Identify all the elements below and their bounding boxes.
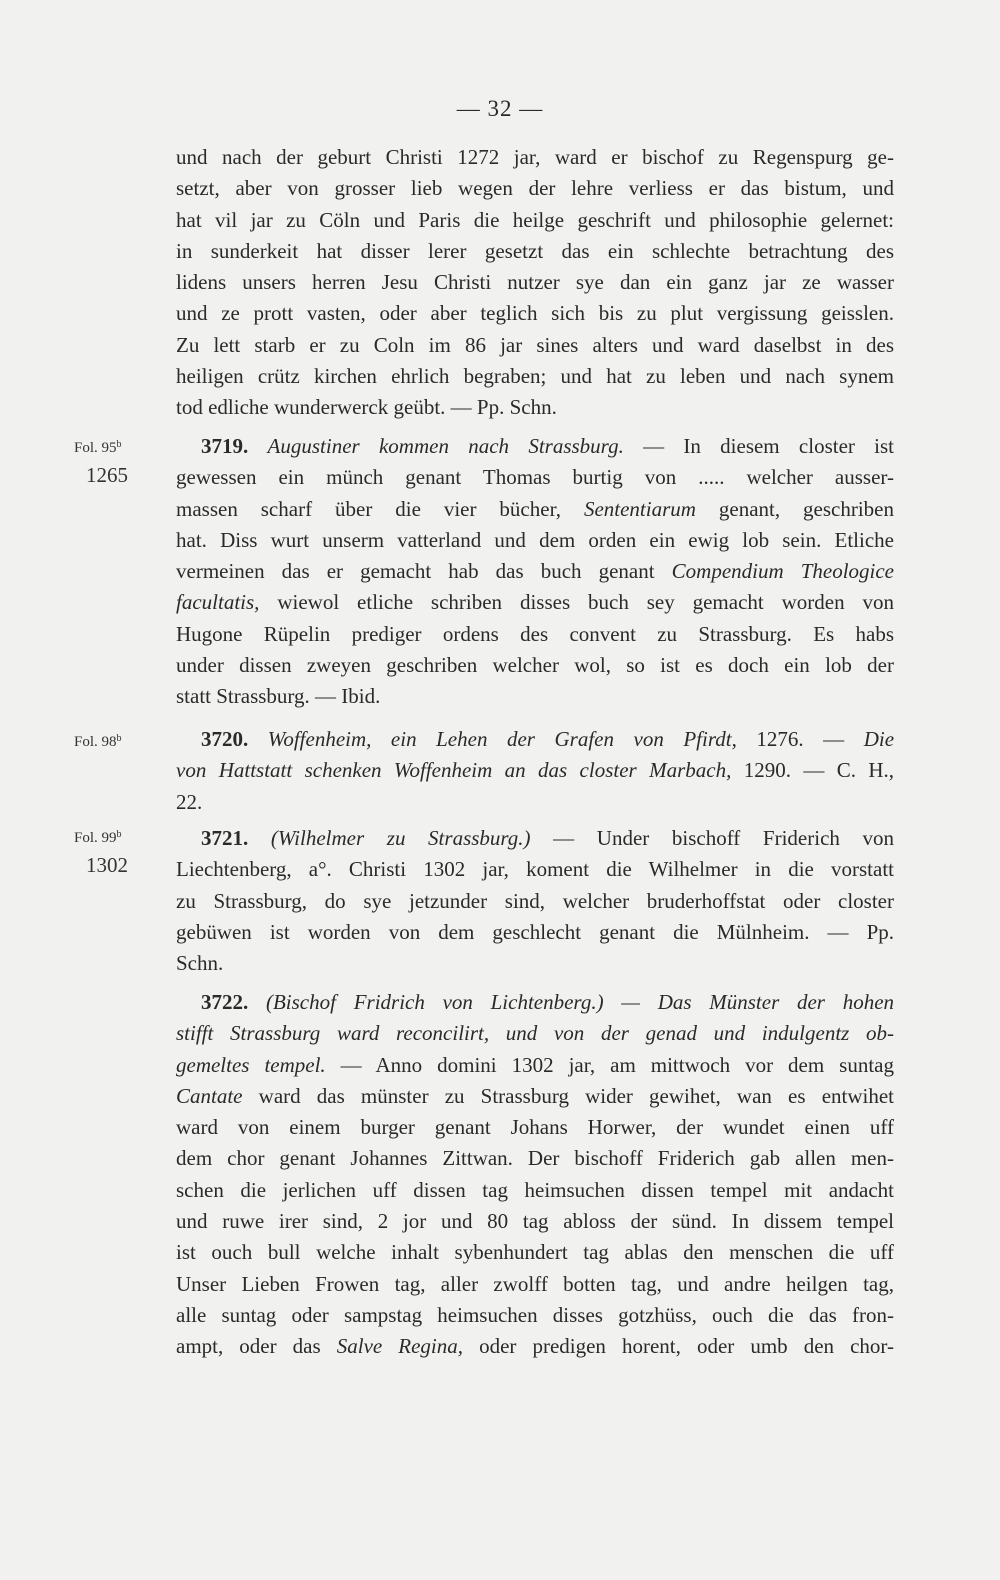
- text-line: alle suntag oder sampstag heimsuchen disses gotzhüss, ouch die das fron-: [176, 1302, 894, 1327]
- text-line: heiligen crütz kirchen ehrlich begraben; und hat zu leben und nach synem: [176, 364, 894, 389]
- text-span: ampt, oder das: [176, 1334, 321, 1359]
- entry-3720: [176, 724, 894, 818]
- text-line: lidens unsers herren Jesu Christi nutzer sye dan ein ganz jar ze wasser: [176, 270, 894, 295]
- page-number: — 32 —: [456, 96, 544, 121]
- margin-folio: Fol. 95: [74, 440, 117, 456]
- text-line: under dissen zweyen geschriben welcher wol, so ist es doch ein lob der: [176, 653, 894, 678]
- italic-span: Das Münster der hohen: [657, 990, 895, 1014]
- entry-3722: [176, 987, 894, 1363]
- text-line: setzt, aber von grosser lieb wegen der lehre verliess er das bistum, und: [176, 176, 894, 201]
- text-line: Liechtenberg, a°. Christi 1302 jar, koment die Wilhelmer in die vorstatt: [176, 857, 894, 882]
- text-line: Hugone Rüpelin prediger ordens des convent zu Strassburg. Es habs: [176, 621, 894, 646]
- text-line: hat vil jar zu Cöln und Paris die heilge geschrift und philosophie gelernet:: [176, 207, 894, 232]
- text-line: ist ouch bull welche inhalt sybenhundert tag ablas den menschen die uff: [176, 1240, 894, 1265]
- entry-title: (Wilhelmer zu Strassburg.): [270, 826, 531, 850]
- margin-year: 1302: [86, 853, 128, 877]
- text-line: dem chor genant Johannes Zittwan. Der bischoff Friderich gab allen men-: [176, 1146, 894, 1171]
- entry-title: Augustiner kommen nach Strassburg.: [267, 434, 624, 458]
- text-span: wiewol etliche schriben disses buch sey gemacht worden von: [277, 590, 895, 615]
- entry-number: 3721.: [201, 826, 249, 850]
- italic-span: stifft Strassburg ward reconcilirt, und von der genad und indulgentz ob-: [176, 1021, 894, 1046]
- margin-note-fol-95b: [74, 436, 154, 489]
- text-line: tod edliche wunderwerck geübt. — Pp. Schn.: [176, 395, 557, 420]
- text-span: — In diesem closter ist: [643, 434, 895, 458]
- text-line: 22.: [176, 789, 203, 814]
- text-line: und ze prott vasten, oder aber teglich sich bis zu plut vergissung geisslen.: [176, 301, 894, 326]
- text-line: statt Strassburg. — Ibid.: [176, 684, 381, 709]
- text-span: vermeinen das er gemacht hab das buch genant: [176, 559, 655, 584]
- entry-3719: [176, 431, 894, 713]
- text-span: ward das münster zu Strassburg wider gewihet, wan es entwihet: [258, 1083, 895, 1108]
- entry-3721: [176, 823, 894, 979]
- margin-folio: Fol. 99: [74, 830, 117, 846]
- italic-span: facultatis,: [176, 590, 260, 615]
- text-span: — Under bischoff Friderich von: [553, 826, 894, 850]
- text-line: gebüwen ist worden von dem geschlecht genant die Mülnheim. — Pp.: [176, 919, 894, 944]
- text-line: ward von einem burger genant Johans Horwer, der wundet einen uff: [176, 1115, 894, 1140]
- italic-span: Salve Regina,: [336, 1334, 464, 1359]
- text-span: 1290. — C. H.,: [743, 758, 894, 783]
- margin-note-fol-98b: [74, 730, 154, 751]
- entry-number: 3720.: [201, 727, 249, 751]
- text-line: zu Strassburg, do sye jetzunder sind, welcher bruderhoffstat oder closter: [176, 888, 894, 913]
- italic-span: Cantate: [176, 1083, 243, 1108]
- text-line: Unser Lieben Frowen tag, aller zwolff botten tag, und andre heilgen tag,: [176, 1271, 894, 1296]
- margin-year: 1265: [86, 463, 128, 487]
- italic-span: Sententiarum: [583, 496, 696, 521]
- text-span: 1276. —: [756, 727, 845, 751]
- text-line: hat. Diss wurt unserm vatterland und dem orden ein ewig lob sein. Etliche: [176, 527, 894, 552]
- intro-paragraph: [176, 142, 894, 424]
- text-span: massen scharf über die vier bücher,: [176, 496, 561, 521]
- text-line: Schn.: [176, 951, 224, 976]
- text-line: gewessen ein münch genant Thomas burtig von ..... welcher ausser-: [176, 465, 894, 490]
- text-line: in sunderkeit hat disser lerer gesetzt das ein schlechte betrachtung des: [176, 238, 894, 263]
- margin-folio: Fol. 98: [74, 734, 117, 750]
- italic-span: gemeltes tempel.: [176, 1052, 326, 1077]
- margin-folio-sup: b: [116, 439, 122, 450]
- margin-folio-sup: b: [116, 829, 122, 840]
- italic-span: (Bischof Fridrich von Lichtenberg.) —: [265, 990, 640, 1014]
- italic-span: Die: [863, 727, 895, 751]
- italic-span: von Hattstatt schenken Woffenheim an das closter Marbach,: [176, 758, 732, 783]
- text-line: schen die jerlichen uff dissen tag heimsuchen dissen tempel mit andacht: [176, 1177, 894, 1202]
- text-span: genant, geschriben: [718, 496, 895, 521]
- margin-folio-sup: b: [116, 733, 122, 744]
- italic-span: Woffenheim, ein Lehen der Grafen von Pfirdt,: [267, 727, 737, 751]
- text-span: — Anno domini 1302 jar, am mittwoch vor dem suntag: [340, 1052, 895, 1077]
- italic-span: Compendium Theologice: [671, 559, 894, 584]
- entry-number: 3722.: [201, 990, 249, 1014]
- text-line: Zu lett starb er zu Coln im 86 jar sines alters und ward daselbst in des: [176, 332, 894, 357]
- margin-note-fol-99b: [74, 826, 154, 879]
- text-span: oder predigen horent, oder umb den chor-: [479, 1334, 894, 1359]
- text-line: und nach der geburt Christi 1272 jar, ward er bischof zu Regenspurg ge-: [176, 145, 894, 169]
- text-line: und ruwe irer sind, 2 jor und 80 tag abloss der sünd. In dissem tempel: [176, 1209, 894, 1234]
- entry-number: 3719.: [201, 434, 249, 458]
